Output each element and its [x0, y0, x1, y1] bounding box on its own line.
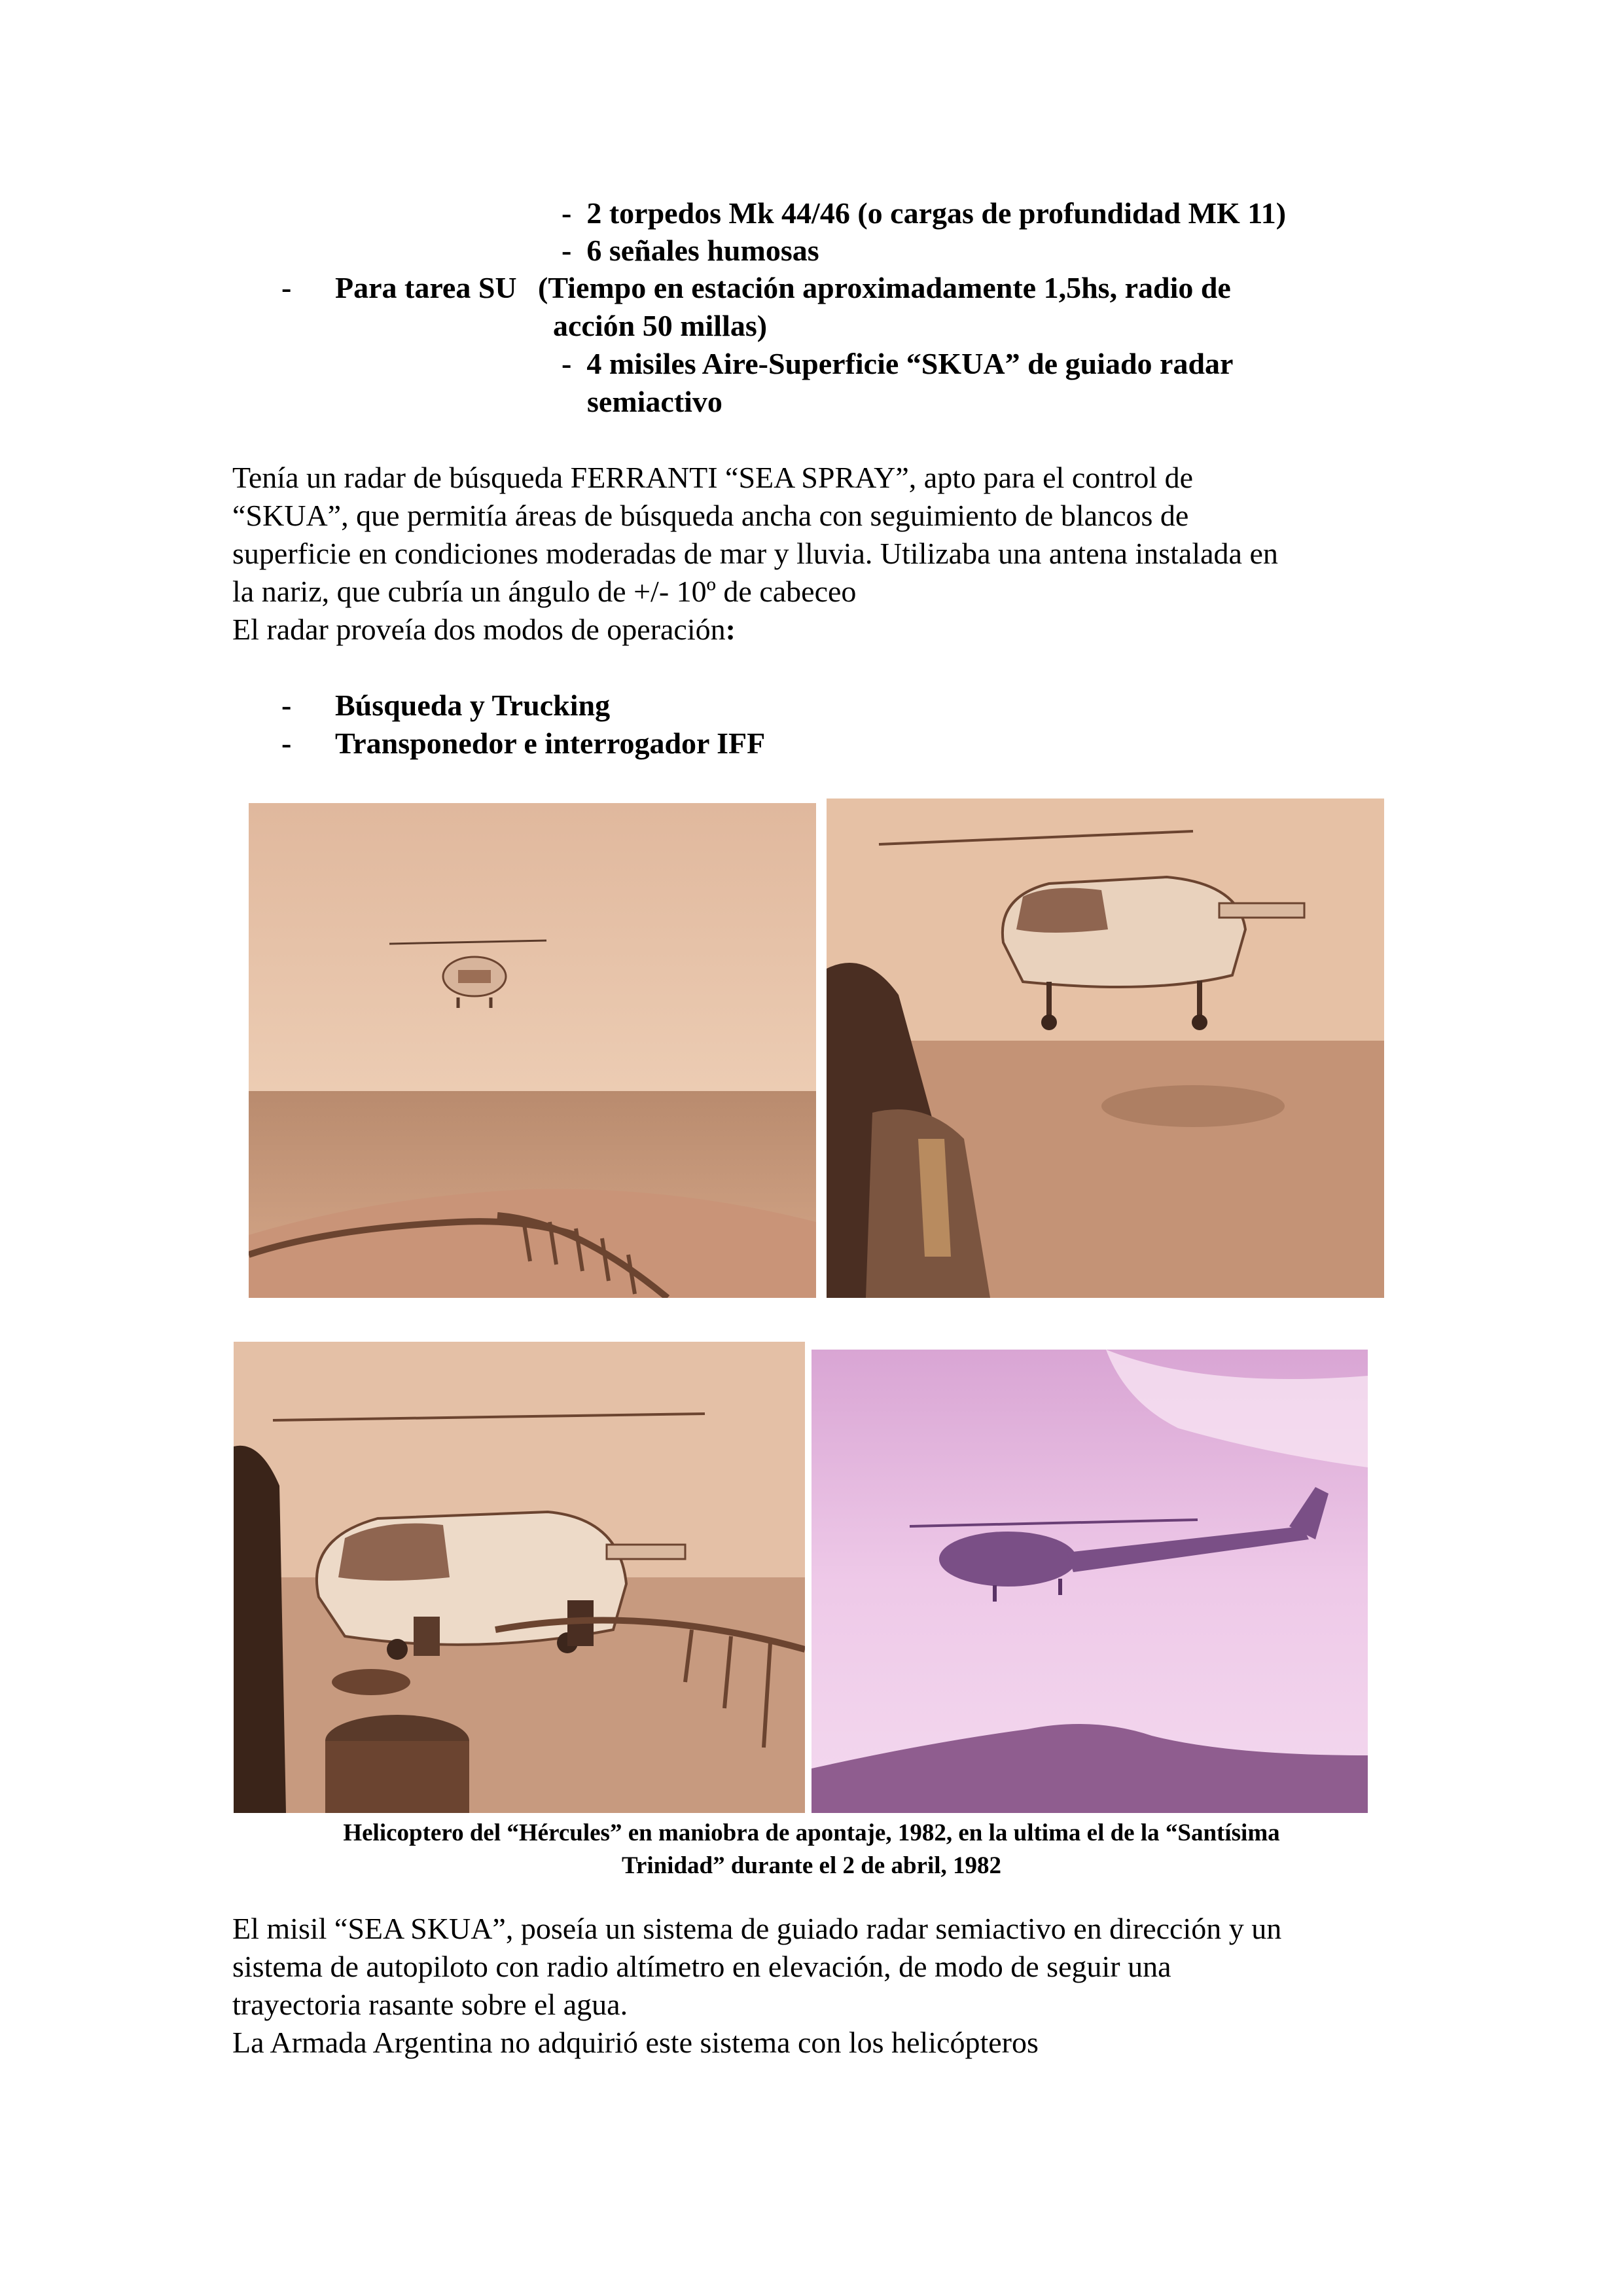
missile-line-4: La Armada Argentina no adquirió este sistema con los helicópteros [232, 2026, 1039, 2059]
mode-1-dash [281, 687, 291, 724]
radar-line-4: la nariz, que cubría un ángulo de +/- 10º de cabeceo [232, 575, 857, 608]
missile-line-1: El misil “SEA SKUA”, poseía un sistema de guiado radar semiactivo en dirección y un [232, 1912, 1282, 1945]
list-dash: - [281, 726, 292, 760]
armament-line-missiles [562, 346, 1233, 382]
armament-text: 4 misiles Aire-Superficie “SKUA” de guiado radar [586, 347, 1234, 380]
photo-helicopter-in-flight [812, 1350, 1368, 1813]
task-detail-text: (Tiempo en estación aproximadamente 1,5hs, radio de [538, 271, 1231, 304]
task-label-text: Para tarea SU [335, 271, 517, 304]
photo-helicopter-on-deck [234, 1342, 805, 1813]
list-dash: - [562, 196, 572, 230]
radar-line-3: superficie en condiciones moderadas de mar y lluvia. Utilizaba una antena instalada en [232, 537, 1278, 570]
photo-caption-line-1: Helicoptero del “Hércules” en maniobra de apontaje, 1982, en la ultima el de la “Santísima [343, 1820, 1280, 1846]
task-detail-1 [538, 270, 1231, 306]
radar-line-2: “SKUA”, que permitía áreas de búsqueda ancha con seguimiento de blancos de [232, 499, 1189, 532]
radar-line-5 [232, 611, 736, 648]
radar-line-5-text: El radar proveía dos modos de operación [232, 613, 726, 646]
photo-4-image [812, 1350, 1368, 1813]
photo-helicopter-landing [827, 798, 1384, 1298]
missile-line-2: sistema de autopiloto con radio altímetro en elevación, de modo de seguir una [232, 1950, 1171, 1983]
radar-line-5-colon: : [725, 613, 736, 646]
task-label [335, 270, 517, 306]
photo-3-image [234, 1342, 805, 1813]
list-dash: - [281, 271, 292, 304]
armament-line-torpedos [562, 195, 1286, 232]
task-dash [281, 270, 291, 306]
photo-helicopter-approach [249, 803, 816, 1298]
photo-2-image [827, 798, 1384, 1298]
armament-text: 6 señales humosas [586, 234, 819, 267]
task-detail-text: acción 50 millas) [553, 309, 768, 342]
missile-line-3: trayectoria rasante sobre el agua. [232, 1988, 628, 2021]
armament-line-missiles-cont [587, 384, 722, 420]
armament-line-smoke [562, 232, 819, 269]
task-detail-2 [553, 308, 767, 344]
photo-caption-line-2: Trinidad” durante el 2 de abril, 1982 [621, 1852, 1002, 1879]
armament-text: 2 torpedos Mk 44/46 (o cargas de profundidad MK 11) [586, 196, 1287, 230]
list-dash: - [562, 347, 572, 380]
mode-2-dash [281, 725, 291, 762]
mode-2: Transponedor e interrogador IFF [335, 726, 766, 760]
list-dash: - [562, 234, 572, 267]
photo-1-image [249, 803, 816, 1298]
radar-line-1: Tenía un radar de búsqueda FERRANTI “SEA SPRAY”, apto para el control de [232, 461, 1194, 494]
mode-1: Búsqueda y Trucking [335, 689, 611, 722]
armament-text: semiactivo [587, 385, 722, 418]
list-dash: - [281, 689, 292, 722]
